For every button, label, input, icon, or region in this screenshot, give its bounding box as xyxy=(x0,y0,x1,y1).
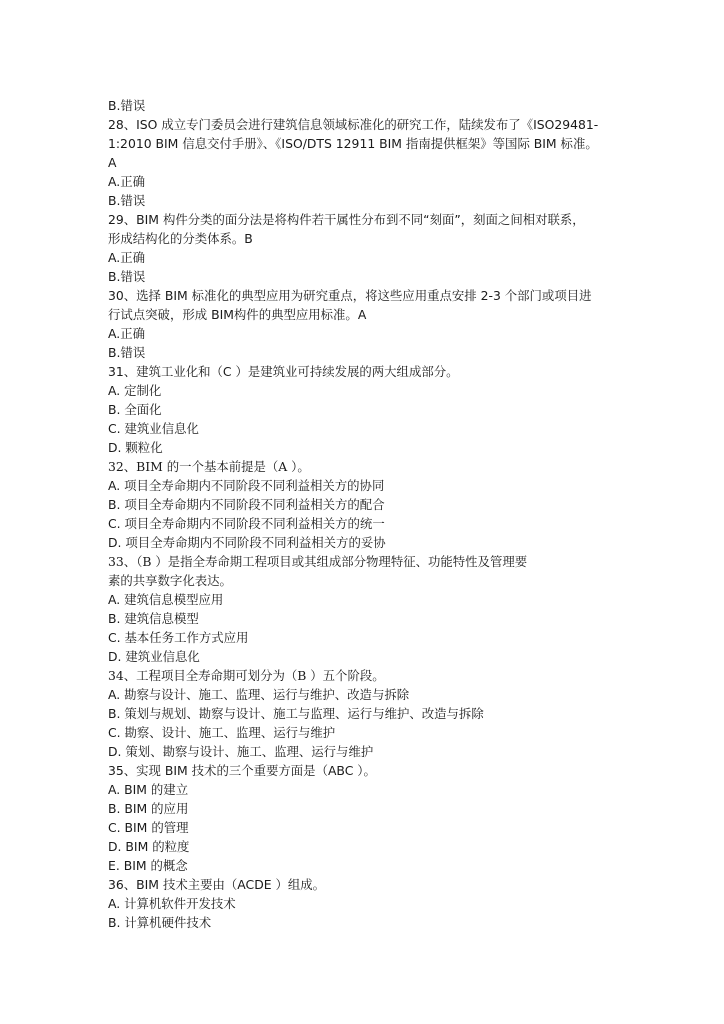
question-35: 35、实现 BIM 技术的三个重要方面是（ABC ）。 xyxy=(108,763,376,778)
option-line: D. 建筑业信息化 xyxy=(108,649,200,664)
option-line: B.错误 xyxy=(108,345,146,360)
option-line: D. BIM 的粒度 xyxy=(108,839,190,854)
option-line: A. 计算机软件开发技术 xyxy=(108,896,236,911)
option-line: C. 勘察、设计、施工、监理、运行与维护 xyxy=(108,725,336,740)
option-line: B. 建筑信息模型 xyxy=(108,611,199,626)
question-28-line-1: 28、ISO 成立专门委员会进行建筑信息领域标准化的研究工作，陆续发布了《ISO29481- xyxy=(108,117,599,132)
question-31: 31、建筑工业化和（C ）是建筑业可持续发展的两大组成部分。 xyxy=(108,364,459,379)
option-line: B. 项目全寿命期内不同阶段不同利益相关方的配合 xyxy=(108,497,385,512)
option-line: A.正确 xyxy=(108,174,145,189)
option-line: D. 策划、勘察与设计、施工、监理、运行与维护 xyxy=(108,744,374,759)
option-line: E. BIM 的概念 xyxy=(108,858,188,873)
question-36: 36、BIM 技术主要由（ACDE ）组成。 xyxy=(108,877,326,892)
option-line: B.错误 xyxy=(108,269,146,284)
question-33-line-2: 素的共享数字化表达。 xyxy=(108,573,232,588)
option-line: A.正确 xyxy=(108,326,145,341)
question-28-answer: A xyxy=(108,155,117,170)
option-line: D. 颗粒化 xyxy=(108,440,163,455)
document-page xyxy=(108,96,624,932)
question-29-line-1: 29、BIM 构件分类的面分法是将构件若干属性分布到不同“刻面”，刻面之间相对联系， xyxy=(108,212,585,227)
question-34: 34、工程项目全寿命期可划分为（B ）五个阶段。 xyxy=(108,668,385,683)
option-line: B. BIM 的应用 xyxy=(108,801,189,816)
option-line: C. 项目全寿命期内不同阶段不同利益相关方的统一 xyxy=(108,516,385,531)
option-line: D. 项目全寿命期内不同阶段不同利益相关方的妥协 xyxy=(108,535,386,550)
option-line: A.正确 xyxy=(108,250,145,265)
option-line: C. 基本任务工作方式应用 xyxy=(108,630,249,645)
option-line: C. 建筑业信息化 xyxy=(108,421,199,436)
option-line: B.错误 xyxy=(108,193,146,208)
option-line: A. BIM 的建立 xyxy=(108,782,189,797)
option-line: B. 全面化 xyxy=(108,402,162,417)
option-line: A. 建筑信息模型应用 xyxy=(108,592,224,607)
option-line: B. 策划与规划、勘察与设计、施工与监理、运行与维护、改造与拆除 xyxy=(108,706,484,721)
option-line: A. 勘察与设计、施工、监理、运行与维护、改造与拆除 xyxy=(108,687,410,702)
question-32: 32、BIM 的一个基本前提是（A ）。 xyxy=(108,459,310,474)
question-29-line-2: 形成结构化的分类体系。B xyxy=(108,231,253,246)
question-33-line-1: 33、（B ）是指全寿命期工程项目或其组成部分物理特征、功能特性及管理要 xyxy=(108,554,528,569)
option-line: A. 定制化 xyxy=(108,383,162,398)
option-line: A. 项目全寿命期内不同阶段不同利益相关方的协同 xyxy=(108,478,385,493)
option-line: C. BIM 的管理 xyxy=(108,820,189,835)
question-30-line-1: 30、选择 BIM 标准化的典型应用为研究重点，将这些应用重点安排 2-3 个部门或项目进 xyxy=(108,288,592,303)
option-line: B. 计算机硬件技术 xyxy=(108,915,212,930)
answer-line: B.错误 xyxy=(108,98,146,113)
question-28-line-2: 1:2010 BIM 信息交付手册》、《ISO/DTS 12911 BIM 指南提供框架》等国际 BIM 标准。 xyxy=(108,136,598,151)
question-30-line-2: 行试点突破，形成 BIM构件的典型应用标准。A xyxy=(108,307,367,322)
